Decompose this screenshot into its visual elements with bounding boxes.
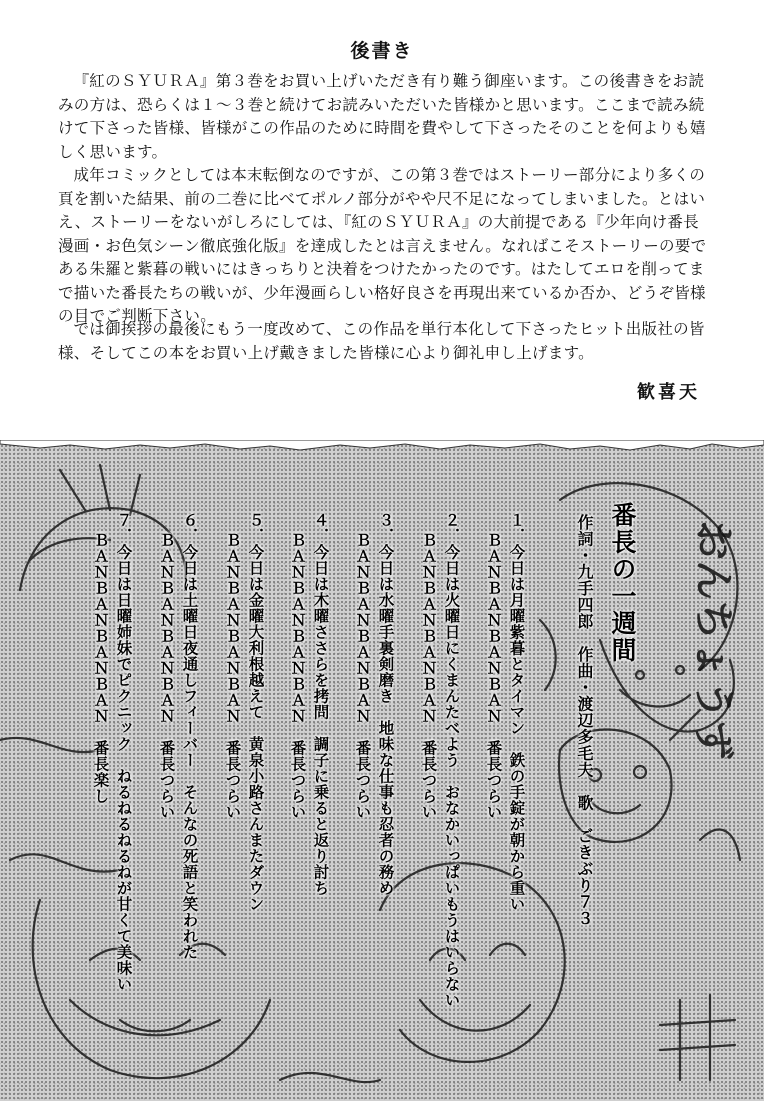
verse-5-line-1: ５．今日は金曜大利根越えて 黄泉小路さんまたダウン [246,512,265,912]
verse-2-line-2: ＢＡＮＢＡＮＢＡＮＢＡＮ 番長つらい [419,532,438,820]
verse-7-line-2: ＢＡＮＢＡＮＢＡＮＢＡＮ 番長楽し [91,532,110,804]
verse-7-line-1: ７．今日は日曜姉妹でピクニック ねるねるねるねが甘くて美味い [114,512,133,992]
afterword-paragraph-2: 成年コミックとしては本末転倒なのですが、この第３巻ではストーリー部分により多くの頁を割いた結果、前の二巻に比べてポルノ部分がやや尺不足になってしまいました。とはいえ、ストーリーをないがしろにしては、『紅のＳＹＵＲＡ』の大前提である『少年向け番長漫画・お色気シーン徹底強化版』を達成したとは言えません。なればこそストーリーの要である朱羅と紫暮の戦いにはきっちりと決着をつけたかったのです。はたしてエロを削ってまで描いた番長たちの戦いが、少年漫画らしい格好良さを再現出来ているか否か、どうぞ皆様の目でご判断下さい。 [58,166,707,325]
illustration-panel [0,440,764,1101]
afterword-title: 後書き [350,40,414,62]
verse-1-line-1: １．今日は月曜紫暮とタイマン 鉄の手錠が朝から重い [507,512,526,912]
verse-6-line-2: ＢＡＮＢＡＮＢＡＮＢＡＮ 番長つらい [157,532,176,820]
verse-4-line-1: ４．今日は木曜ささらを拷問 調子に乗ると返り討ち [311,512,330,896]
song-credits: 作詞・九手四郎 作曲・渡辺多毛夫 歌 ごきぶり７３ [575,514,594,927]
verse-6-line-1: ６．今日は土曜日夜通しフィーバー そんなの死語と笑われた [180,512,199,960]
verse-3-line-1: ３．今日は水曜手裏剣磨き 地味な仕事も忍者の務め [376,512,395,896]
doodle-caption: おんちょうず [690,520,736,760]
song-title: 番長の一週間 [608,502,637,664]
verse-5-line-2: ＢＡＮＢＡＮＢＡＮＢＡＮ 番長つらい [223,532,242,820]
verse-4-line-2: ＢＡＮＢＡＮＢＡＮＢＡＮ 番長つらい [288,532,307,820]
verse-1-line-2: ＢＡＮＢＡＮＢＡＮＢＡＮ 番長つらい [484,532,503,820]
afterword-section [0,0,764,440]
verse-2-line-1: ２．今日は火曜日にくまんたべよう おなかいっぱいもうはいらない [442,512,461,1008]
afterword-paragraph-1: 『紅のＳＹＵＲＡ』第３巻をお買い上げいただき有り難う御座います。この後書きをお読みの方は、恐らくは１～３巻と続けてお読みいただいた皆様かと思います。ここまで読み続けて下さった皆様、皆様がこの作品のために時間を費やして下さったそのことを何よりも嬉しく思います。 [58,72,706,161]
verse-3-line-2: ＢＡＮＢＡＮＢＡＮＢＡＮ 番長つらい [353,532,372,820]
author-signature: 歓喜天 [637,382,700,403]
afterword-paragraph-3: では御挨拶の最後にもう一度改めて、この作品を単行本化して下さったヒット出版社の皆様、そしてこの本をお買い上げ戴きました皆様に心より御礼申し上げます。 [58,320,705,362]
